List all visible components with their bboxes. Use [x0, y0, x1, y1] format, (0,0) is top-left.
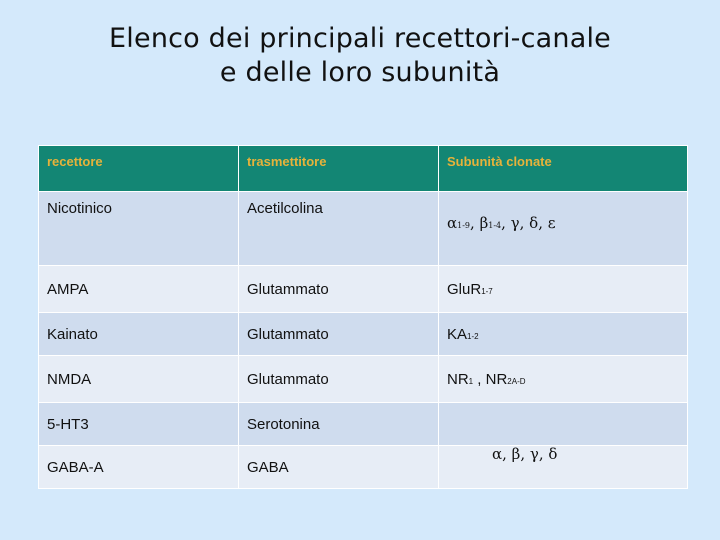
cell-receptor: AMPA: [39, 266, 239, 313]
cell-subunits: [439, 266, 688, 313]
receptor-table: [38, 145, 688, 489]
title-line-2: e delle loro subunità: [219, 57, 501, 88]
subunit-index: 1: [468, 376, 474, 386]
header-receptor: recettore: [39, 146, 239, 192]
subunit-text: KA: [447, 325, 468, 343]
cell-subunits: [439, 356, 688, 403]
cell-subunits: [439, 192, 688, 266]
cell-transmitter: GABA: [239, 446, 439, 489]
subunit-index: 1-7: [481, 286, 493, 296]
cell-transmitter: Acetilcolina: [239, 192, 439, 266]
cell-transmitter: Glutammato: [239, 266, 439, 313]
cell-receptor: Nicotinico: [39, 192, 239, 266]
subunit-text: GluR: [447, 280, 482, 298]
cell-subunits: [439, 403, 688, 446]
cell-transmitter: Serotonina: [239, 403, 439, 446]
gaba-subunits: α, β, γ, δ: [492, 445, 558, 463]
subunit-index: 1-9: [457, 221, 471, 230]
table-row: [39, 266, 688, 313]
title-line-1: Elenco dei principali recettori-canale: [109, 23, 611, 54]
cell-subunits: [439, 446, 688, 489]
subunit-index: 1-4: [488, 221, 502, 230]
subunit-text: α: [447, 214, 458, 232]
slide-title: [0, 22, 720, 90]
subunit-index: 1-2: [467, 331, 479, 341]
table-row: [39, 313, 688, 356]
cell-receptor: Kainato: [39, 313, 239, 356]
table-header-row: [39, 146, 688, 192]
subunit-text: NR: [447, 370, 469, 388]
subunit-text: , NR: [473, 370, 508, 388]
subunit-text: , β: [470, 214, 489, 232]
cell-receptor: NMDA: [39, 356, 239, 403]
cell-transmitter: Glutammato: [239, 356, 439, 403]
cell-transmitter: Glutammato: [239, 313, 439, 356]
cell-receptor: GABA-A: [39, 446, 239, 489]
subunit-index: 2A-D: [507, 376, 526, 386]
table-row: [39, 356, 688, 403]
header-transmitter: trasmettitore: [239, 146, 439, 192]
table-row: [39, 403, 688, 446]
subunit-text: , γ, δ, ε: [501, 214, 556, 232]
table-row: [39, 192, 688, 266]
cell-receptor: 5-HT3: [39, 403, 239, 446]
cell-subunits: [439, 313, 688, 356]
table-row: [39, 446, 688, 489]
header-subunits: Subunità clonate: [439, 146, 688, 192]
